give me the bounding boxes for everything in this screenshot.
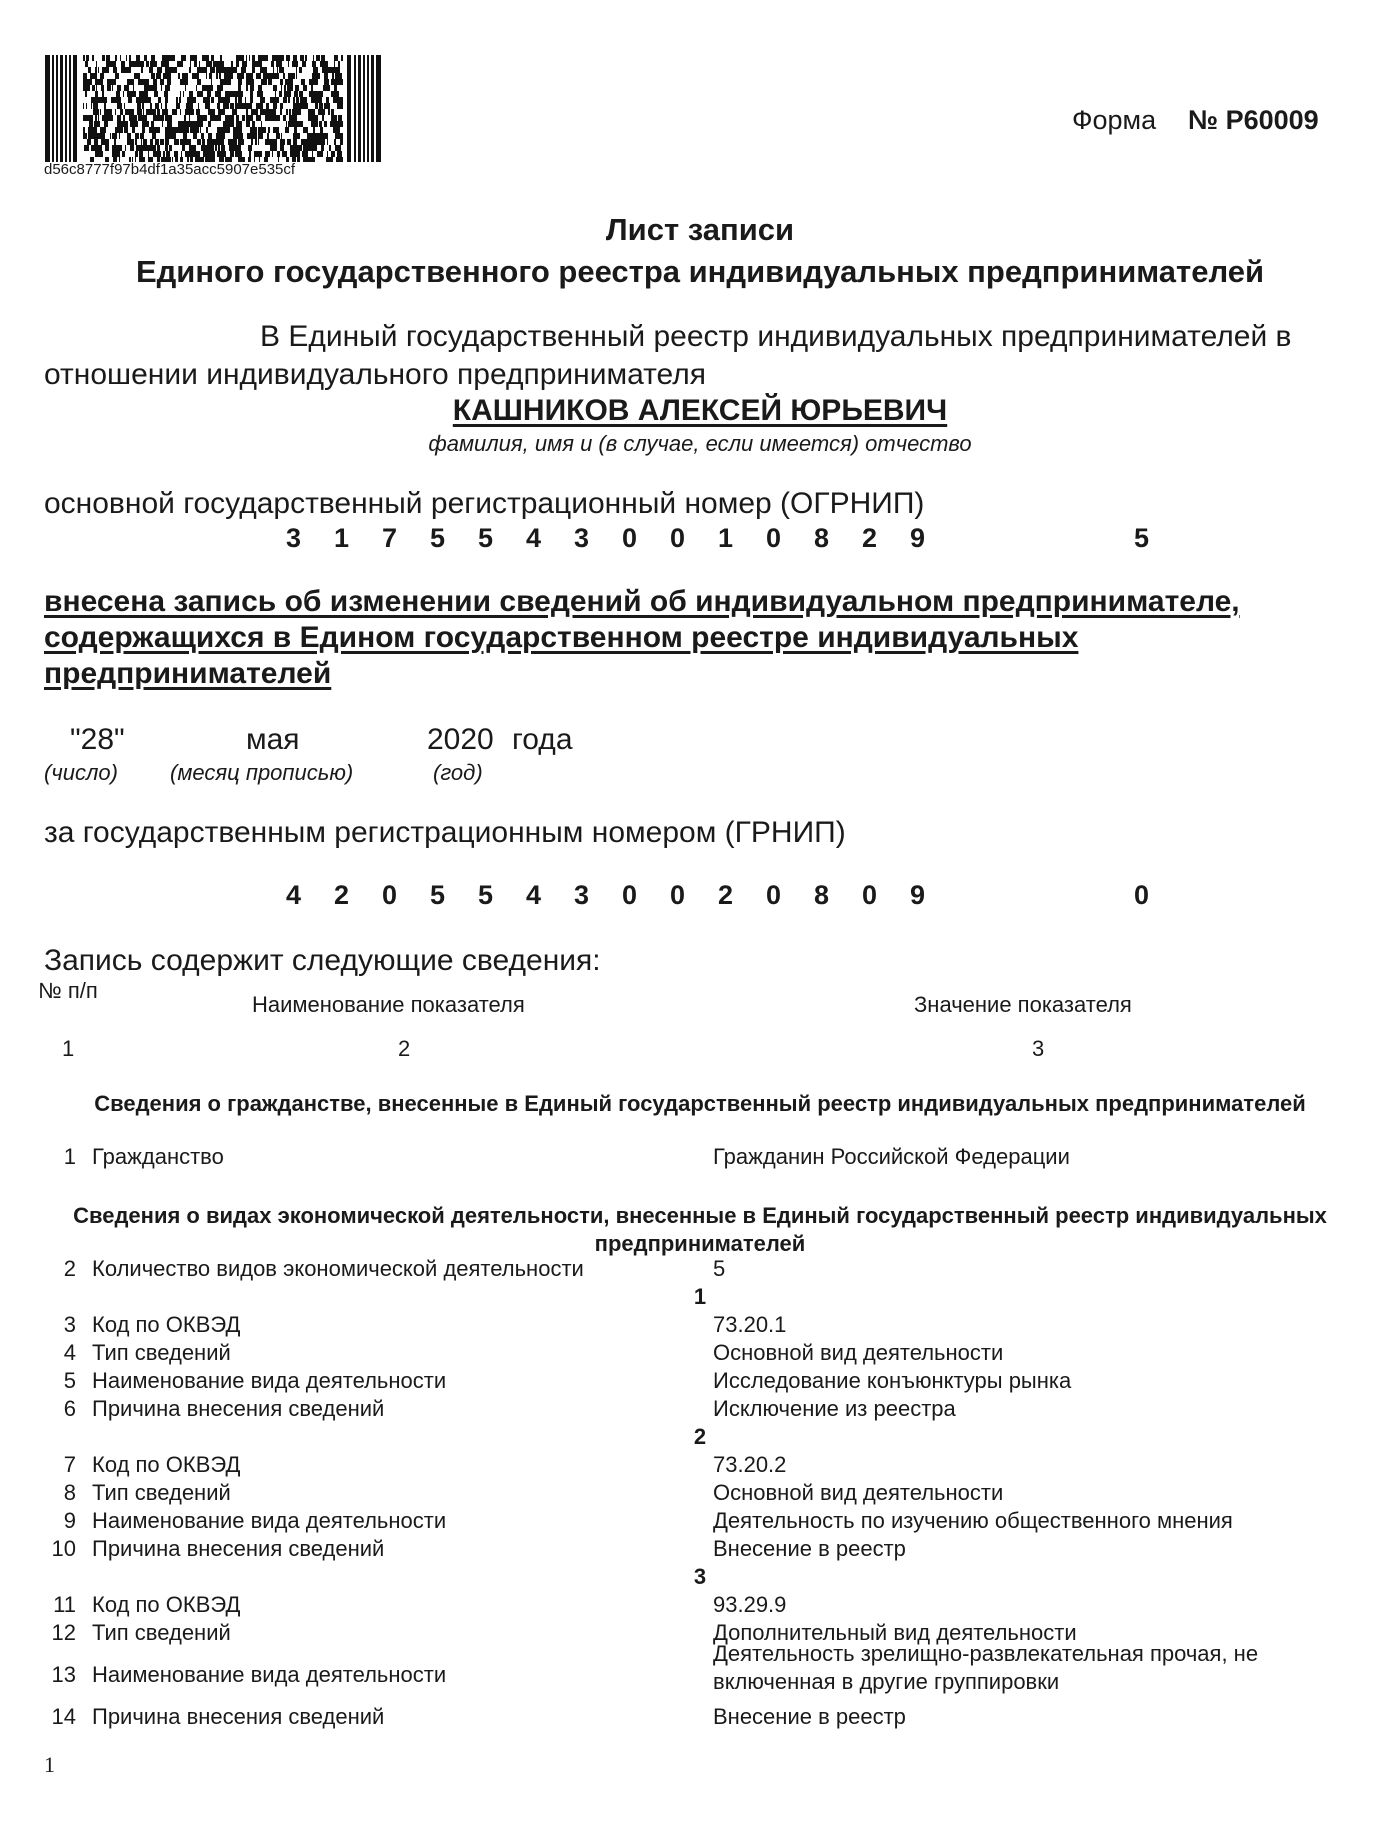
record-description: внесена запись об изменении сведений об индивидуальном предпринимателе, содержащихся в Едином государственном реестре индивидуальных предпринимателей xyxy=(44,585,1240,690)
row-indicator: Наименование вида деятельности xyxy=(92,1508,447,1533)
barcode-image xyxy=(45,55,381,162)
row-value: Основной вид деятельности xyxy=(713,1340,1004,1365)
row-number: 5 xyxy=(63,1368,76,1393)
grnip-digit: 0 xyxy=(862,880,878,910)
column-header-value: Значение показателя xyxy=(914,992,1132,1017)
table-row xyxy=(0,1592,1400,1620)
ogrnip-label: основной государственный регистрационный номер (ОГРНИП) xyxy=(44,487,925,520)
activity-group-number: 1 xyxy=(693,1284,707,1309)
row-number: 3 xyxy=(63,1312,76,1337)
grnip-digit: 0 xyxy=(766,880,782,910)
barcode-id: d56c8777f97b4df1a35acc5907e535cf xyxy=(44,161,296,178)
grnip-digit: 9 xyxy=(910,880,926,910)
row-value: Основной вид деятельности xyxy=(713,1480,1004,1505)
entrepreneur-name-caption: фамилия, имя и (в случае, если имеется) отчество xyxy=(428,431,972,456)
row-value: 73.20.2 xyxy=(713,1452,787,1477)
table-row xyxy=(0,1704,1400,1732)
form-number: № Р60009 xyxy=(1188,105,1319,135)
ogrnip-digit: 1 xyxy=(334,523,350,553)
row-value: Деятельность зрелищно-развлекательная прочая, не включенная в другие группировки xyxy=(713,1641,1259,1694)
row-number: 8 xyxy=(63,1480,76,1505)
row-number: 14 xyxy=(51,1704,76,1729)
grnip-digit: 3 xyxy=(574,880,590,910)
ogrnip-digit: 2 xyxy=(862,523,878,553)
row-indicator: Наименование вида деятельности xyxy=(92,1368,447,1393)
date-month: мая xyxy=(246,723,300,756)
row-indicator: Тип сведений xyxy=(92,1480,231,1505)
table-row xyxy=(0,1312,1400,1340)
ogrnip-digit: 1 xyxy=(718,523,734,553)
ogrnip-digit: 0 xyxy=(766,523,782,553)
entrepreneur-name: КАШНИКОВ АЛЕКСЕЙ ЮРЬЕВИЧ xyxy=(452,394,948,427)
row-indicator: Наименование вида деятельности xyxy=(92,1662,447,1687)
grnip-digit: 4 xyxy=(526,880,542,910)
row-value: Деятельность по изучению общественного мнения xyxy=(713,1508,1233,1533)
column-header-number: № п/п xyxy=(38,978,98,1003)
grnip-digit: 2 xyxy=(718,880,734,910)
row-number: 6 xyxy=(63,1396,76,1421)
grnip-digit: 0 xyxy=(670,880,686,910)
record-contents-intro: Запись содержит следующие сведения: xyxy=(44,944,601,977)
table-row xyxy=(0,1368,1400,1396)
ogrnip-digit: 7 xyxy=(382,523,398,553)
form-label: Форма xyxy=(1072,105,1157,135)
table-row xyxy=(0,1144,1400,1172)
grnip-digit: 4 xyxy=(286,880,302,910)
row-number: 7 xyxy=(63,1452,76,1477)
page-number: 1 xyxy=(44,1752,55,1777)
row-number: 11 xyxy=(53,1592,76,1617)
table-row xyxy=(0,1396,1400,1424)
ogrnip-digit: 5 xyxy=(478,523,494,553)
row-value: Исключение из реестра xyxy=(713,1396,956,1421)
ogrnip-digit: 9 xyxy=(910,523,926,553)
row-indicator: Тип сведений xyxy=(92,1340,231,1365)
row-number: 10 xyxy=(51,1536,76,1561)
grnip-check-digit: 0 xyxy=(1134,880,1150,910)
row-indicator: Код по ОКВЭД xyxy=(92,1452,241,1477)
grnip-digit: 8 xyxy=(814,880,830,910)
row-number: 4 xyxy=(63,1340,76,1365)
table-row xyxy=(0,1256,1400,1284)
column-index-3: 3 xyxy=(1032,1036,1045,1061)
grnip-digit: 5 xyxy=(478,880,494,910)
grnip-digit: 5 xyxy=(430,880,446,910)
row-indicator: Гражданство xyxy=(92,1144,224,1169)
table-row xyxy=(0,1508,1400,1536)
row-indicator: Тип сведений xyxy=(92,1620,231,1645)
table-row xyxy=(0,1536,1400,1564)
ogrnip-digit: 5 xyxy=(430,523,446,553)
ogrnip-check-digit: 5 xyxy=(1134,523,1150,553)
grnip-digit: 0 xyxy=(622,880,638,910)
section-title-citizenship: Сведения о гражданстве, внесенные в Единый государственный реестр индивидуальных предпринимателей xyxy=(94,1091,1306,1116)
row-value: Гражданин Российской Федерации xyxy=(713,1144,1070,1169)
column-header-name: Наименование показателя xyxy=(252,992,525,1017)
row-value: Исследование конъюнктуры рынка xyxy=(713,1368,1072,1393)
row-indicator: Причина внесения сведений xyxy=(92,1704,385,1729)
row-indicator: Причина внесения сведений xyxy=(92,1396,385,1421)
grnip-digit: 0 xyxy=(382,880,398,910)
ogrnip-digit: 3 xyxy=(574,523,590,553)
row-value: Внесение в реестр xyxy=(713,1536,906,1561)
row-number: 2 xyxy=(63,1256,76,1281)
activity-group-number: 2 xyxy=(693,1424,707,1449)
column-index-2: 2 xyxy=(398,1036,411,1061)
ogrnip-digit: 0 xyxy=(622,523,638,553)
row-indicator: Количество видов экономической деятельности xyxy=(92,1256,584,1281)
table-row xyxy=(0,1452,1400,1480)
table-row xyxy=(0,1480,1400,1508)
intro-line-2: отношении индивидуального предпринимателя xyxy=(44,358,706,391)
row-value: Дополнительный вид деятельности xyxy=(713,1620,1077,1645)
date-year-caption: (год) xyxy=(433,760,483,785)
activity-group-number: 3 xyxy=(693,1564,707,1589)
row-number: 9 xyxy=(63,1508,76,1533)
ogrnip-digit: 3 xyxy=(286,523,302,553)
intro-line-1: В Единый государственный реестр индивидуальных предпринимателей в xyxy=(260,320,1292,353)
date-day-caption: (число) xyxy=(44,760,118,785)
ogrnip-digit: 0 xyxy=(670,523,686,553)
grnip-number xyxy=(0,880,1400,914)
grnip-label: за государственным регистрационным номером (ГРНИП) xyxy=(44,816,846,849)
row-indicator: Причина внесения сведений xyxy=(92,1536,385,1561)
row-value: 73.20.1 xyxy=(713,1312,787,1337)
table-row xyxy=(0,1641,1400,1694)
table-row xyxy=(0,1340,1400,1368)
ogrnip-digit: 8 xyxy=(814,523,830,553)
row-number: 12 xyxy=(51,1620,76,1645)
row-indicator: Код по ОКВЭД xyxy=(92,1592,241,1617)
document-subtitle: Единого государственного реестра индивидуальных предпринимателей xyxy=(135,254,1265,289)
grnip-digit: 2 xyxy=(334,880,350,910)
ogrnip-number xyxy=(0,523,1400,557)
row-number: 13 xyxy=(51,1662,76,1687)
row-value: 5 xyxy=(713,1256,726,1281)
row-value: 93.29.9 xyxy=(713,1592,787,1617)
row-number: 1 xyxy=(63,1144,76,1169)
date-month-caption: (месяц прописью) xyxy=(170,760,354,785)
row-indicator: Код по ОКВЭД xyxy=(92,1312,241,1337)
date-year-word: года xyxy=(512,723,573,756)
ogrnip-digit: 4 xyxy=(526,523,542,553)
row-value: Внесение в реестр xyxy=(713,1704,906,1729)
date-year: 2020 xyxy=(427,723,494,756)
date-day: "28" xyxy=(70,723,125,756)
column-index-1: 1 xyxy=(62,1036,75,1061)
section-title-activities: Сведения о видах экономической деятельности, внесенные в Единый государственный реестр индивидуальных предпринимателей xyxy=(73,1203,1327,1256)
document-title: Лист записи xyxy=(605,212,795,247)
